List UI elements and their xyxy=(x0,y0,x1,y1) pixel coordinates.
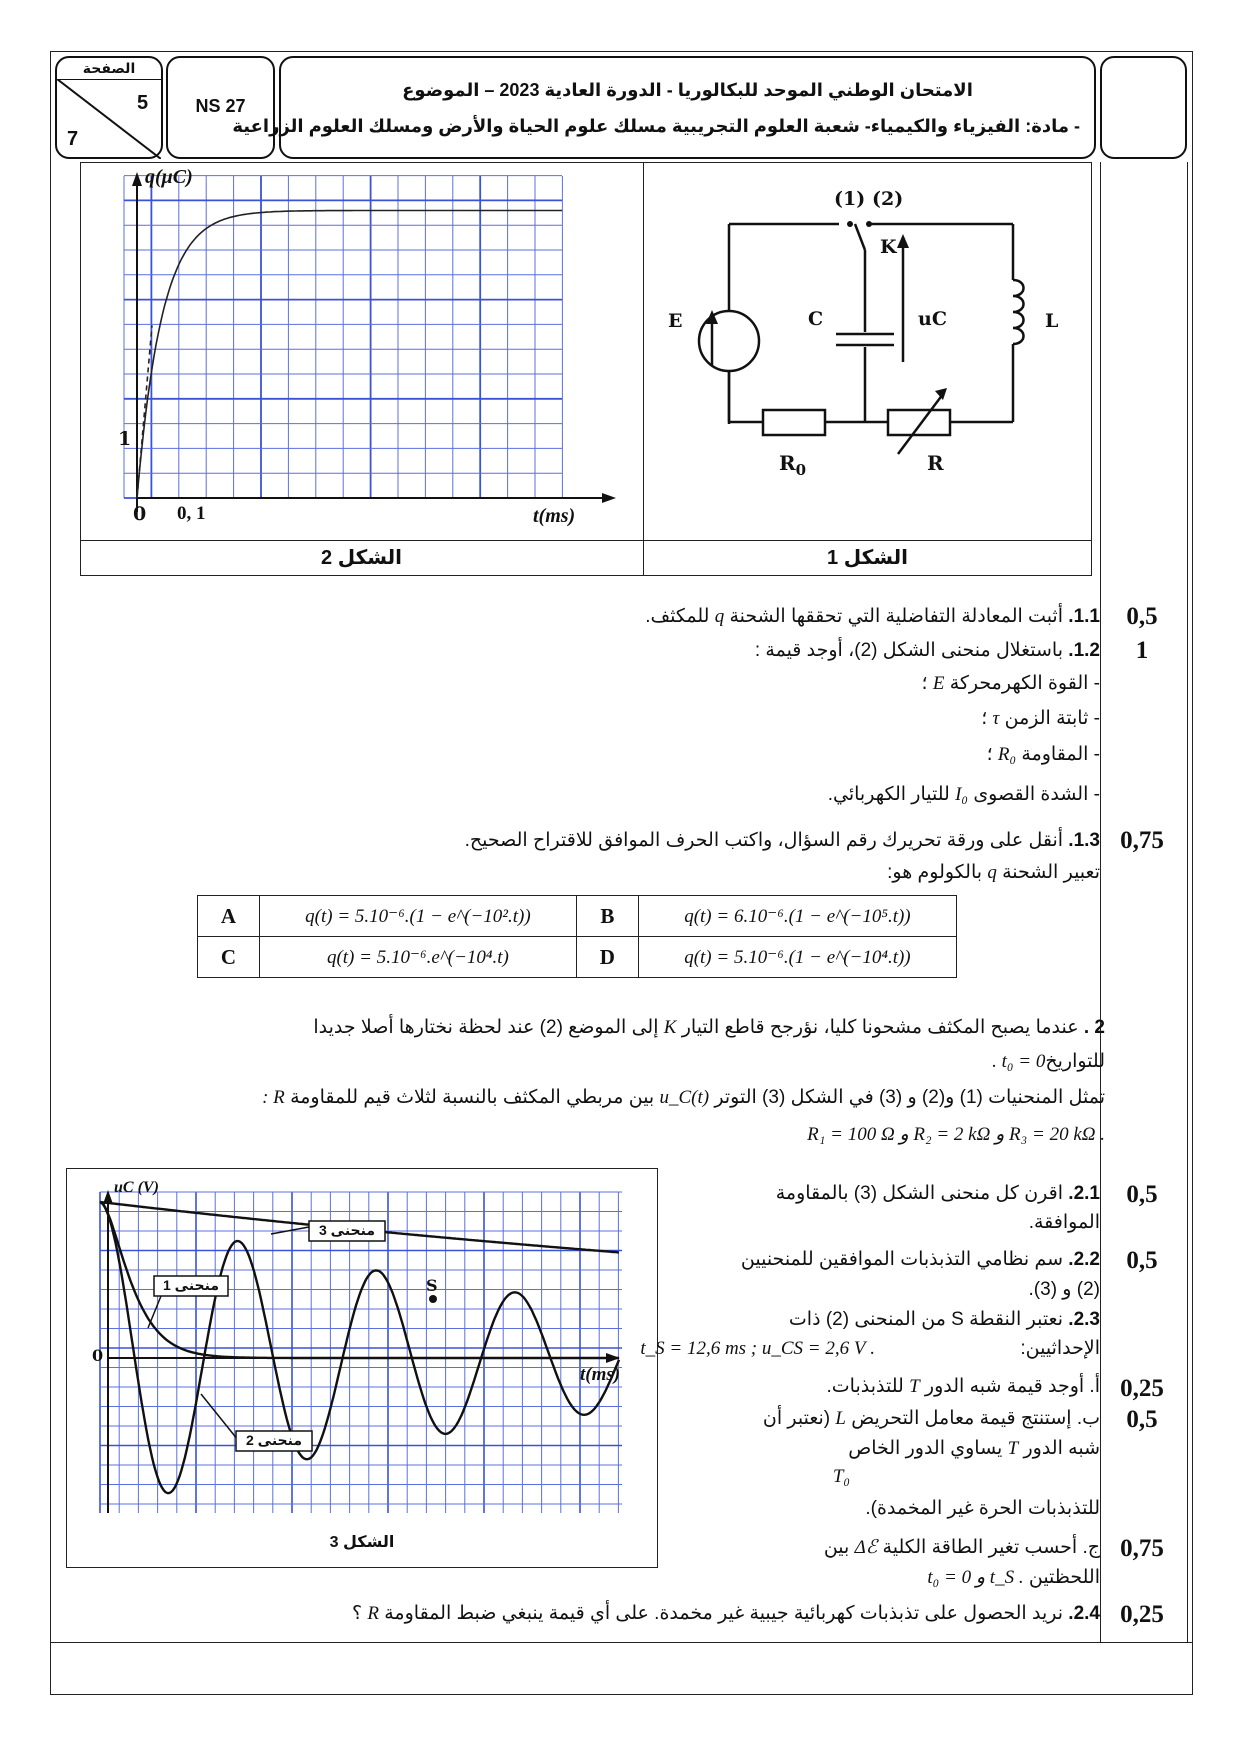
q-text: نريد الحصول على تذبذبات كهربائية جيبية غير مخمدة. على أي قيمة ينبغي ضبط المقاومة xyxy=(384,1603,1064,1624)
part-var: R : xyxy=(262,1087,285,1108)
question-3-2-line2: الإحداثيين: xyxy=(1020,1338,1100,1359)
q-formula: . t_S و t₀ = 0 xyxy=(927,1567,1024,1588)
uc-arrowhead xyxy=(897,234,909,248)
e-arrowhead xyxy=(706,310,718,324)
option-c-formula: q(t) = 5.10⁻⁶.e^(−10⁴.t) xyxy=(260,937,577,978)
score-1-2: 0,5 xyxy=(1126,1181,1158,1208)
part-text: عندما يصبح المكثف مشحونا كليا، نؤرجح قاطع التيار xyxy=(681,1017,1079,1038)
figure3-caption: الشكل 3 xyxy=(329,1534,395,1551)
part-text: إلى الموضع (2) عند لحظة نختارها أصلا جديدا xyxy=(313,1017,659,1038)
curve2-label: منحنى 2 xyxy=(245,1432,303,1448)
fig2-xlabel: t(ms) xyxy=(533,505,576,527)
q-text: تعبير الشحنة xyxy=(1002,862,1100,883)
r0-label xyxy=(779,451,806,479)
item-var: τ xyxy=(992,708,1000,729)
curve1-label: منحنى 1 xyxy=(162,1277,220,1293)
fig3-ylabel: uC (V) xyxy=(114,1179,159,1196)
exam-title-line2: - مادة: الفيزياء والكيمياء- شعبة العلوم التجريبية مسلك علوم الحياة والأرض ومسلك العلوم الزراعية xyxy=(232,116,1080,136)
q-text: اقرن كل منحنى الشكل (3) بالمقاومة xyxy=(775,1183,1064,1204)
question-2-2-line2: (2) و (3). xyxy=(1028,1279,1100,1300)
q-text-end: (نعتبر أن xyxy=(762,1408,831,1429)
q-var: R xyxy=(367,1603,379,1624)
score-3-2-a: 0,25 xyxy=(1120,1375,1164,1402)
q-var: T xyxy=(1007,1438,1019,1459)
score-3-2-c: 0,75 xyxy=(1120,1535,1164,1562)
question-3-2-b-line4: للتذبذبات الحرة غير المخمدة). xyxy=(865,1498,1100,1519)
q-text: ج. أحسب تغير الطاقة الكلية xyxy=(882,1537,1100,1558)
label1-pointer xyxy=(148,1296,161,1328)
exam-code: NS 27 xyxy=(195,96,246,116)
inductor-coil xyxy=(1013,280,1024,344)
part-number: 2 . xyxy=(1083,1017,1105,1038)
item-end: ؛ xyxy=(921,673,928,694)
question-1-1 xyxy=(645,602,1100,631)
x-axis-arrow xyxy=(602,493,616,503)
switch-blade xyxy=(855,224,865,250)
score-1-1: 0,5 xyxy=(1126,603,1158,630)
r0-letter: R xyxy=(779,451,796,475)
switch-contact-1 xyxy=(847,221,853,227)
question-3-2-coords: . t_S = 12,6 ms ; u_CS = 2,6 V xyxy=(640,1338,875,1359)
question-2-1 xyxy=(755,636,1100,665)
question-3-2-b xyxy=(763,1404,1100,1433)
page-label: الصفحة xyxy=(82,60,136,76)
score-3-1: 0,75 xyxy=(1120,827,1164,854)
q-text-end: للمكثف. xyxy=(645,606,710,627)
option-a-letter: A xyxy=(198,896,260,937)
question-1-2 xyxy=(680,1179,1100,1208)
q-number: 2.1. xyxy=(1068,1183,1100,1204)
r-label: R xyxy=(927,451,944,475)
score-column-line xyxy=(1100,162,1101,1642)
header-right-box xyxy=(1100,56,1187,159)
question-4-2 xyxy=(352,1599,1100,1628)
q-text: شبه الدور xyxy=(1023,1438,1100,1459)
question-1-2-line2: الموافقة. xyxy=(1028,1212,1100,1233)
q-text-end: بالكولوم هو: xyxy=(887,862,983,883)
option-b-formula: q(t) = 6.10⁻⁶.(1 − e^(−10⁵.t)) xyxy=(638,896,956,937)
question-3-1-sub xyxy=(887,858,1100,887)
q21-item-r0 xyxy=(987,740,1100,769)
question-3-2 xyxy=(789,1305,1100,1334)
fig2-origin-tick: 0 xyxy=(133,503,147,525)
option-c-letter: C xyxy=(198,937,260,978)
part-var: u_C(t) xyxy=(659,1087,710,1108)
question-2-2 xyxy=(741,1245,1100,1274)
part-text: للتواريخ xyxy=(1045,1051,1105,1072)
q21-item-tau xyxy=(981,704,1100,733)
part2-intro-line3 xyxy=(262,1083,1105,1112)
q-number: 2.3. xyxy=(1068,1309,1100,1330)
q-text-end: بين xyxy=(823,1537,850,1558)
q-number: 1.3. xyxy=(1068,830,1100,851)
option-d-formula: q(t) = 5.10⁻⁶.(1 − e^(−10⁴.t)) xyxy=(638,937,956,978)
q-var: T xyxy=(909,1376,920,1397)
q-var: Δℰ xyxy=(854,1537,878,1558)
fig2-x-tick: 0, 1 xyxy=(177,503,206,524)
q-number: 2.2. xyxy=(1068,1249,1100,1270)
part-formula: t₀ = 0 . xyxy=(992,1051,1046,1072)
inductor-label: L xyxy=(1045,310,1059,332)
item-var: I₀ xyxy=(955,784,969,805)
content-bottom-line xyxy=(50,1642,1193,1643)
q-var: L xyxy=(835,1408,846,1429)
charge-curve xyxy=(137,211,562,499)
figure2-caption: الشكل 2 xyxy=(321,547,402,569)
figure1-circuit xyxy=(643,162,1092,540)
figure2-grid xyxy=(124,176,562,498)
option-a-formula: q(t) = 5.10⁻⁶.(1 − e^(−10².t)) xyxy=(260,896,577,937)
item-text: - ثابتة الزمن xyxy=(1004,708,1100,729)
q-var: q xyxy=(714,606,725,627)
switch-label: K xyxy=(880,236,897,258)
page-number-box xyxy=(55,56,163,159)
figure2-chart xyxy=(80,162,643,540)
q21-item-i0 xyxy=(828,780,1100,809)
q-number: 2.4. xyxy=(1068,1603,1100,1624)
fig2-y-tick: 1 xyxy=(118,428,132,450)
part-var: K xyxy=(663,1017,677,1038)
q-text: سم نظامي التذبذبات الموافقين للمنحنيين xyxy=(740,1249,1064,1270)
item-text: - المقاومة xyxy=(1021,744,1100,765)
item-var: R₀ xyxy=(997,744,1017,765)
q21-item-emf xyxy=(921,669,1100,698)
resistor-r xyxy=(888,410,950,435)
q-text-end: للتذبذبات. xyxy=(826,1376,904,1397)
point-s-marker xyxy=(429,1295,437,1303)
part2-intro-line4: . R₃ = 20 kΩ و R₂ = 2 kΩ و R₁ = 100 Ω xyxy=(807,1124,1105,1145)
part2-intro-line2 xyxy=(992,1047,1105,1076)
switch-contact-2 xyxy=(866,221,872,227)
part-text: بين مربطي المكثف بالنسبة لثلاث قيم للمقاومة xyxy=(290,1087,655,1108)
q-text: ب. إستنتج قيمة معامل التحريض xyxy=(851,1408,1100,1429)
q-number: 1.2. xyxy=(1068,640,1100,661)
score-column-line-right xyxy=(1187,162,1188,1642)
item-end: للتيار الكهربائي. xyxy=(827,784,950,805)
option-b-letter: B xyxy=(576,896,638,937)
q-text: أثبت المعادلة التفاضلية التي تحققها الشحنة xyxy=(729,606,1064,627)
score-4-2: 0,25 xyxy=(1120,1601,1164,1628)
fig2-ylabel: q(μC) xyxy=(145,166,193,188)
q-number: 1.1. xyxy=(1068,606,1100,627)
q-text: باستغلال منحنى الشكل (2)، أوجد قيمة : xyxy=(754,640,1064,661)
r-variable-arrow xyxy=(898,394,943,454)
page-number: 5 xyxy=(137,92,149,114)
point-s-label: S xyxy=(426,1276,438,1295)
item-end: ؛ xyxy=(986,744,993,765)
q-var: q xyxy=(987,862,997,883)
part2-intro xyxy=(313,1013,1105,1042)
question-3-2-c-line2 xyxy=(927,1563,1100,1592)
question-3-2-c xyxy=(824,1533,1100,1562)
option-d-letter: D xyxy=(576,937,638,978)
exam-title-box xyxy=(232,56,1096,159)
options-row xyxy=(198,937,957,978)
item-text: - القوة الكهرمحركة xyxy=(949,673,1100,694)
caption-separator xyxy=(80,540,1092,541)
curve3-label: منحنى 3 xyxy=(318,1222,376,1238)
score-2-2: 0,5 xyxy=(1126,1247,1158,1274)
capacitor-label: C xyxy=(808,308,824,330)
part-text: تمثل المنحنيات (1) و(2) و (3) في الشكل (3) التوتر xyxy=(714,1087,1105,1108)
item-text: - الشدة القصوى xyxy=(973,784,1100,805)
exam-code-box xyxy=(166,56,275,159)
uc-label: uC xyxy=(918,308,947,330)
q-text: أنقل على ورقة تحريرك رقم السؤال، واكتب الحرف الموافق للاقتراح الصحيح. xyxy=(464,830,1064,851)
options-table xyxy=(197,895,957,978)
score-2-1: 1 xyxy=(1135,637,1149,664)
r0-subscript: 0 xyxy=(795,461,807,479)
question-3-2-b-t0: T₀ xyxy=(832,1466,850,1487)
label2-pointer xyxy=(201,1394,238,1440)
y-axis-arrow xyxy=(132,172,142,186)
figure1-caption: الشكل 1 xyxy=(827,547,908,569)
exam-title-line1: الامتحان الوطني الموحد للبكالوريا - الدورة العادية 2023 – الموضوع xyxy=(402,80,973,100)
fig3-xlabel: t(ms) xyxy=(580,1364,621,1385)
q-text: اللحظتين xyxy=(1028,1567,1100,1588)
emf-label: E xyxy=(668,310,683,332)
fig3-zero: 0 xyxy=(92,1346,104,1365)
q-text: نعتبر النقطة S من المنحنى (2) ذات xyxy=(788,1309,1064,1330)
item-var: E xyxy=(932,673,945,694)
question-3-2-b-line2 xyxy=(848,1434,1100,1463)
q-text-end: يساوي الدور الخاص xyxy=(848,1438,1003,1459)
total-pages: 7 xyxy=(67,128,79,150)
question-3-1 xyxy=(465,826,1100,855)
switch-pos-2: (2) xyxy=(872,188,904,210)
score-3-2-b: 0,5 xyxy=(1126,1406,1158,1433)
switch-pos-1: (1) xyxy=(834,188,866,210)
q-text: أ. أوجد قيمة شبه الدور xyxy=(924,1376,1100,1397)
resistor-r0 xyxy=(763,410,825,435)
question-3-2-a xyxy=(826,1372,1100,1401)
options-row xyxy=(198,896,957,937)
item-end: ؛ xyxy=(981,708,988,729)
q-text-end: ؟ xyxy=(351,1603,363,1624)
